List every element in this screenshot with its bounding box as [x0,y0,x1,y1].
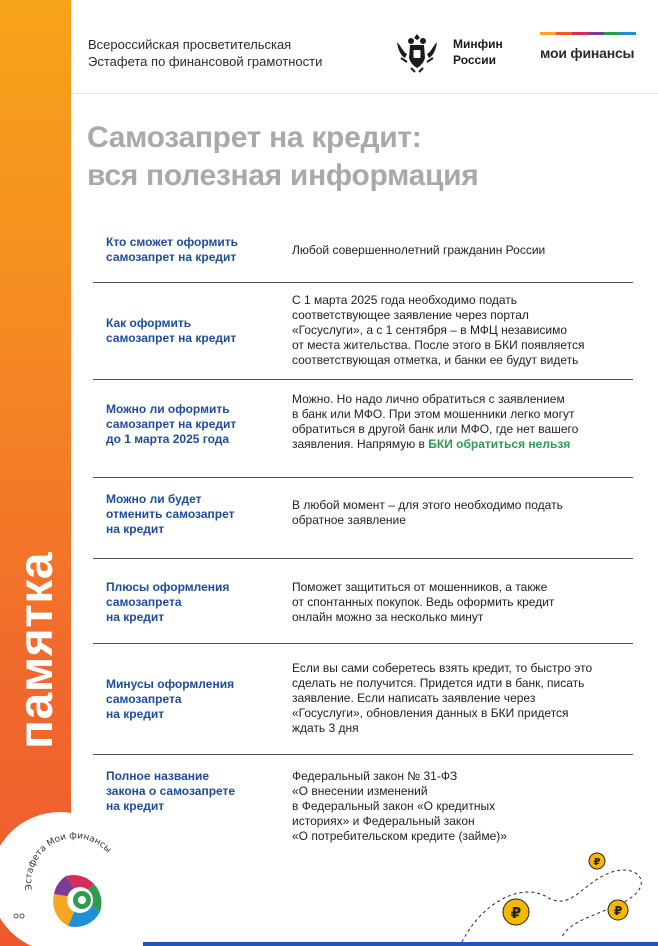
answer-line: онлайн можно за несколько минут [292,610,484,624]
row-question [106,235,276,265]
brand-name: мои финансы [540,45,635,61]
svg-text:₽: ₽ [510,904,522,922]
answer-line: «О внесении изменений [292,784,428,798]
org-line-2: Эстафета по финансовой грамотности [88,54,323,69]
side-label-text: памятка [9,551,63,749]
answer-line: в банк или МФО. При этом мошенники легко могут [292,407,575,421]
answer-line: обратное заявление [292,513,406,527]
ministry-line-2: России [453,53,496,67]
info-table [93,220,633,855]
question-line: на кредит [106,522,165,536]
relay-logo-text: Эстафета Мои финансы [24,832,113,891]
answer-text: заявления. Напрямую в [292,437,429,451]
answer-line: Если вы сами соберетесь взять кредит, то быстро это [292,661,593,675]
question-line: на кредит [106,799,165,813]
question-line: самозапрета [106,595,182,609]
row-answer [292,392,612,452]
svg-text:₽: ₽ [593,857,601,868]
ruble-coin-icon [503,899,529,925]
question-line: Можно ли оформить [106,402,230,416]
question-line: отменить самозапрет [106,507,235,521]
table-row [93,283,633,380]
question-line: самозапрет на кредит [106,417,237,431]
bottom-divider [143,942,658,946]
answer-line: В любой момент – для этого необходимо подать [292,498,563,512]
question-line: самозапрет на кредит [106,250,237,264]
answer-line: обратиться в другой банк или МФО, где нет вашего [292,422,579,436]
side-label [2,535,70,765]
question-line: Как оформить [106,316,192,330]
highlight-text: БКИ обратиться нельзя [428,437,571,451]
answer-line: ждать 3 дня [292,721,359,735]
row-question [106,769,276,814]
ruble-coin-icon [589,853,605,869]
row-answer [292,580,612,625]
answer-line: от спонтанных покупок. Ведь оформить кредит [292,595,555,609]
table-row [93,478,633,559]
title-line-1: Самозапрет на кредит: [87,121,422,154]
ruble-coin-icon [608,900,628,920]
question-line: на кредит [106,707,165,721]
answer-line: от места жительства. После этого в БКИ появляется [292,338,585,352]
answer-line: «Госуслуги», обновления данных в БКИ придется [292,706,569,720]
answer-line: Поможет защититься от мошенников, а также [292,580,548,594]
header-organization [88,36,358,70]
question-line: Кто сможет оформить [106,235,239,249]
org-line-1: Всероссийская просветительская [88,37,292,52]
row-question [106,402,276,447]
table-row [93,755,633,855]
russian-eagle-icon [393,28,441,76]
answer-line: сделать не получится. Придется идти в банк, писать [292,676,585,690]
brand-logo [540,32,640,62]
ministry-line-1: Минфин [453,37,503,51]
brand-stripes [540,32,636,35]
decorative-coins [452,842,658,942]
answer-line: соответствующее заявление через портал [292,308,529,322]
row-question [106,316,276,346]
answer-line: «Госуслуги», а с 1 сентября – в МФЦ независимо [292,323,568,337]
question-line: на кредит [106,610,165,624]
answer-line: историях» и Федеральный закон [292,814,475,828]
page-title [87,119,627,195]
question-line: закона о самозапрете [106,784,236,798]
row-question [106,580,276,625]
answer-line [292,437,612,452]
table-row [93,220,633,283]
answer-line: «О потребительском кредите (займе)» [292,829,507,843]
answer-line: С 1 марта 2025 года необходимо подать [292,293,518,307]
answer-line: Любой совершеннолетний гражданин России [292,243,546,257]
row-answer [292,498,612,528]
row-answer [292,769,612,844]
answer-line: заявление. Если написать заявление через [292,691,536,705]
svg-text:₽: ₽ [613,904,623,918]
row-answer [292,243,612,258]
answer-line: в Федеральный закон «О кредитных [292,799,496,813]
question-line: Плюсы оформления [106,580,230,594]
question-line: самозапрет на кредит [106,331,237,345]
question-line: Можно ли будет [106,492,202,506]
row-question [106,677,276,722]
question-line: самозапрета [106,692,182,706]
header-divider [71,93,658,94]
question-line: Полное название [106,769,210,783]
side-band [0,0,71,946]
table-row [93,559,633,644]
table-row [93,644,633,755]
answer-line: Федеральный закон № 31-ФЗ [292,769,458,783]
question-line: Минусы оформления [106,677,235,691]
answer-line: соответствующая отметка, и банки ее будут видеть [292,353,579,367]
relay-logo [8,832,138,942]
answer-line: Можно. Но надо лично обратиться с заявлением [292,392,565,406]
title-line-2: вся полезная информация [87,159,479,192]
ministry-name [453,36,523,68]
table-row [93,380,633,478]
question-line: до 1 марта 2025 года [106,432,230,446]
row-question [106,492,276,537]
row-answer [292,293,612,368]
row-answer [292,661,612,736]
